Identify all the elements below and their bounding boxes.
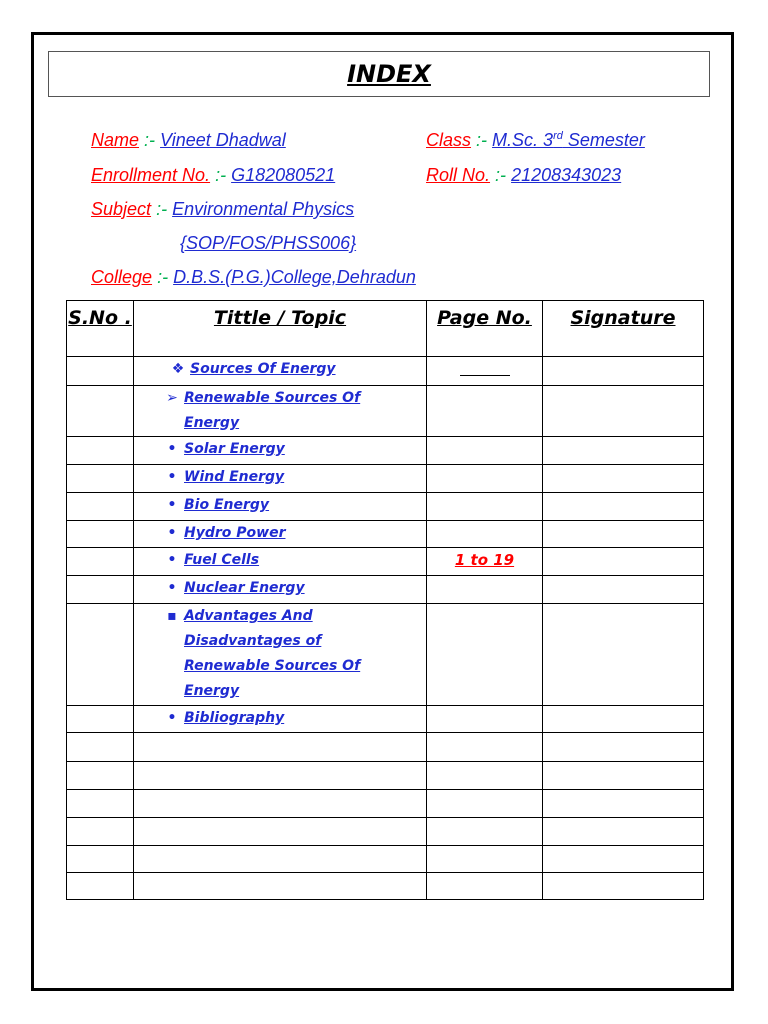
table-row — [67, 604, 704, 706]
sno-cell — [67, 493, 134, 521]
topic-text: Sources Of Energy — [190, 361, 336, 377]
empty-row — [67, 873, 704, 900]
topic-cell — [134, 386, 427, 437]
name-value: Vineet Dhadwal — [160, 130, 286, 150]
roll-line — [426, 165, 621, 186]
signature-cell — [543, 521, 704, 548]
table-row — [67, 357, 704, 386]
page-cell — [427, 873, 543, 900]
table-row — [67, 706, 704, 733]
signature-cell — [543, 706, 704, 733]
page-range: 1 to 19 — [454, 551, 515, 569]
roll-separator: :- — [495, 165, 507, 185]
class-value-sup: rd — [553, 130, 563, 142]
sno-cell — [67, 706, 134, 733]
table-row — [67, 437, 704, 465]
signature-cell — [543, 733, 704, 762]
topic-cell — [134, 818, 427, 846]
title-box — [48, 51, 710, 97]
empty-row — [67, 818, 704, 846]
subject-code: {SOP/FOS/PHSS006} — [180, 233, 357, 253]
name-label: Name — [91, 130, 140, 150]
subject-code-line — [180, 233, 356, 254]
enrollment-line — [91, 165, 335, 186]
college-label: College — [91, 267, 153, 287]
empty-row — [67, 733, 704, 762]
topic-cell — [134, 465, 427, 493]
topic-text: Fuel Cells — [184, 552, 260, 568]
page-cell — [427, 706, 543, 733]
table-header-row — [67, 301, 704, 357]
page-cell — [427, 386, 543, 437]
table-row — [67, 386, 704, 437]
signature-cell — [543, 576, 704, 604]
page-title: INDEX — [347, 60, 431, 88]
topic-text: Solar Energy — [184, 441, 285, 457]
header-topic: Tittle / Topic — [134, 301, 427, 357]
college-separator: :- — [157, 267, 169, 287]
topic-text: Nuclear Energy — [184, 580, 305, 596]
enrollment-value: G182080521 — [231, 165, 336, 185]
empty-row — [67, 762, 704, 790]
topic-cell — [134, 576, 427, 604]
topic-cell — [134, 733, 427, 762]
page-cell — [427, 493, 543, 521]
class-value — [492, 130, 645, 150]
dot-bullet-icon: • — [167, 580, 177, 596]
topic-cell — [134, 604, 427, 706]
sno-cell — [67, 576, 134, 604]
page-cell — [427, 762, 543, 790]
signature-cell — [543, 493, 704, 521]
page-cell — [427, 521, 543, 548]
sno-cell — [67, 357, 134, 386]
signature-cell — [543, 762, 704, 790]
topic-text: Hydro Power — [184, 525, 286, 541]
roll-value: 21208343023 — [511, 165, 622, 185]
dot-bullet-icon: • — [167, 710, 177, 726]
topic-text: Renewable Sources Of Energy — [184, 390, 361, 431]
sno-cell — [67, 790, 134, 818]
sno-cell — [67, 386, 134, 437]
table-row — [67, 493, 704, 521]
topic-cell — [134, 548, 427, 576]
empty-row — [67, 790, 704, 818]
class-value-tail: Semester — [562, 130, 645, 150]
page-cell — [427, 576, 543, 604]
header-sno: S.No . — [67, 301, 134, 357]
name-line — [91, 130, 286, 151]
header-signature: Signature — [543, 301, 704, 357]
index-table — [66, 300, 704, 900]
page-cell — [427, 733, 543, 762]
page-cell — [427, 604, 543, 706]
signature-cell — [543, 437, 704, 465]
topic-cell — [134, 357, 427, 386]
class-label: Class — [426, 130, 472, 150]
sno-cell — [67, 818, 134, 846]
page-cell — [427, 437, 543, 465]
dot-bullet-icon: • — [167, 469, 177, 485]
signature-cell — [543, 386, 704, 437]
class-line — [426, 130, 645, 151]
page-cell — [427, 818, 543, 846]
signature-cell — [543, 357, 704, 386]
topic-cell — [134, 846, 427, 873]
topic-text: Wind Energy — [184, 469, 285, 485]
class-separator: :- — [476, 130, 488, 150]
sno-cell — [67, 762, 134, 790]
topic-cell — [134, 790, 427, 818]
topic-cell — [134, 493, 427, 521]
college-value: D.B.S.(P.G.)College,Dehradun — [173, 267, 416, 287]
subject-label: Subject — [91, 199, 152, 219]
subject-line — [91, 199, 354, 220]
college-line — [91, 267, 416, 288]
page-cell — [427, 465, 543, 493]
sno-cell — [67, 733, 134, 762]
topic-cell — [134, 762, 427, 790]
dot-bullet-icon: • — [167, 552, 177, 568]
table-row — [67, 548, 704, 576]
table-row — [67, 576, 704, 604]
topic-cell — [134, 873, 427, 900]
sno-cell — [67, 548, 134, 576]
sno-cell — [67, 846, 134, 873]
signature-cell — [543, 873, 704, 900]
signature-cell — [543, 465, 704, 493]
topic-cell — [134, 437, 427, 465]
sno-cell — [67, 521, 134, 548]
topic-cell — [134, 706, 427, 733]
sno-cell — [67, 465, 134, 493]
topic-text: Advantages And Disadvantages of Renewable Sources Of Energy — [184, 608, 361, 699]
dot-bullet-icon: • — [167, 497, 177, 513]
page-cell — [427, 357, 543, 386]
class-value-main: M.Sc. 3 — [492, 130, 554, 150]
sno-cell — [67, 437, 134, 465]
header-page: Page No. — [427, 301, 543, 357]
sno-cell — [67, 873, 134, 900]
page-cell — [427, 548, 543, 576]
sno-cell — [67, 604, 134, 706]
signature-cell — [543, 846, 704, 873]
dot-bullet-icon: • — [167, 441, 177, 457]
diamond-bullet-icon: ❖ — [171, 361, 185, 377]
signature-cell — [543, 548, 704, 576]
table-row — [67, 465, 704, 493]
page-cell — [427, 846, 543, 873]
topic-cell — [134, 521, 427, 548]
topic-text: Bio Energy — [184, 497, 270, 513]
subject-value: Environmental Physics — [172, 199, 355, 219]
dot-bullet-icon: • — [167, 525, 177, 541]
signature-cell — [543, 604, 704, 706]
enrollment-label: Enrollment No. — [91, 165, 211, 185]
enrollment-separator: :- — [215, 165, 227, 185]
roll-label: Roll No. — [426, 165, 491, 185]
page-cell — [427, 790, 543, 818]
name-separator: :- — [144, 130, 156, 150]
page-blank-line — [460, 375, 510, 376]
square-bullet-icon: ▪ — [167, 608, 177, 624]
table-row — [67, 521, 704, 548]
signature-cell — [543, 790, 704, 818]
signature-cell — [543, 818, 704, 846]
arrow-bullet-icon: ➢ — [166, 390, 178, 406]
subject-separator: :- — [156, 199, 168, 219]
empty-row — [67, 846, 704, 873]
topic-text: Bibliography — [184, 710, 285, 726]
